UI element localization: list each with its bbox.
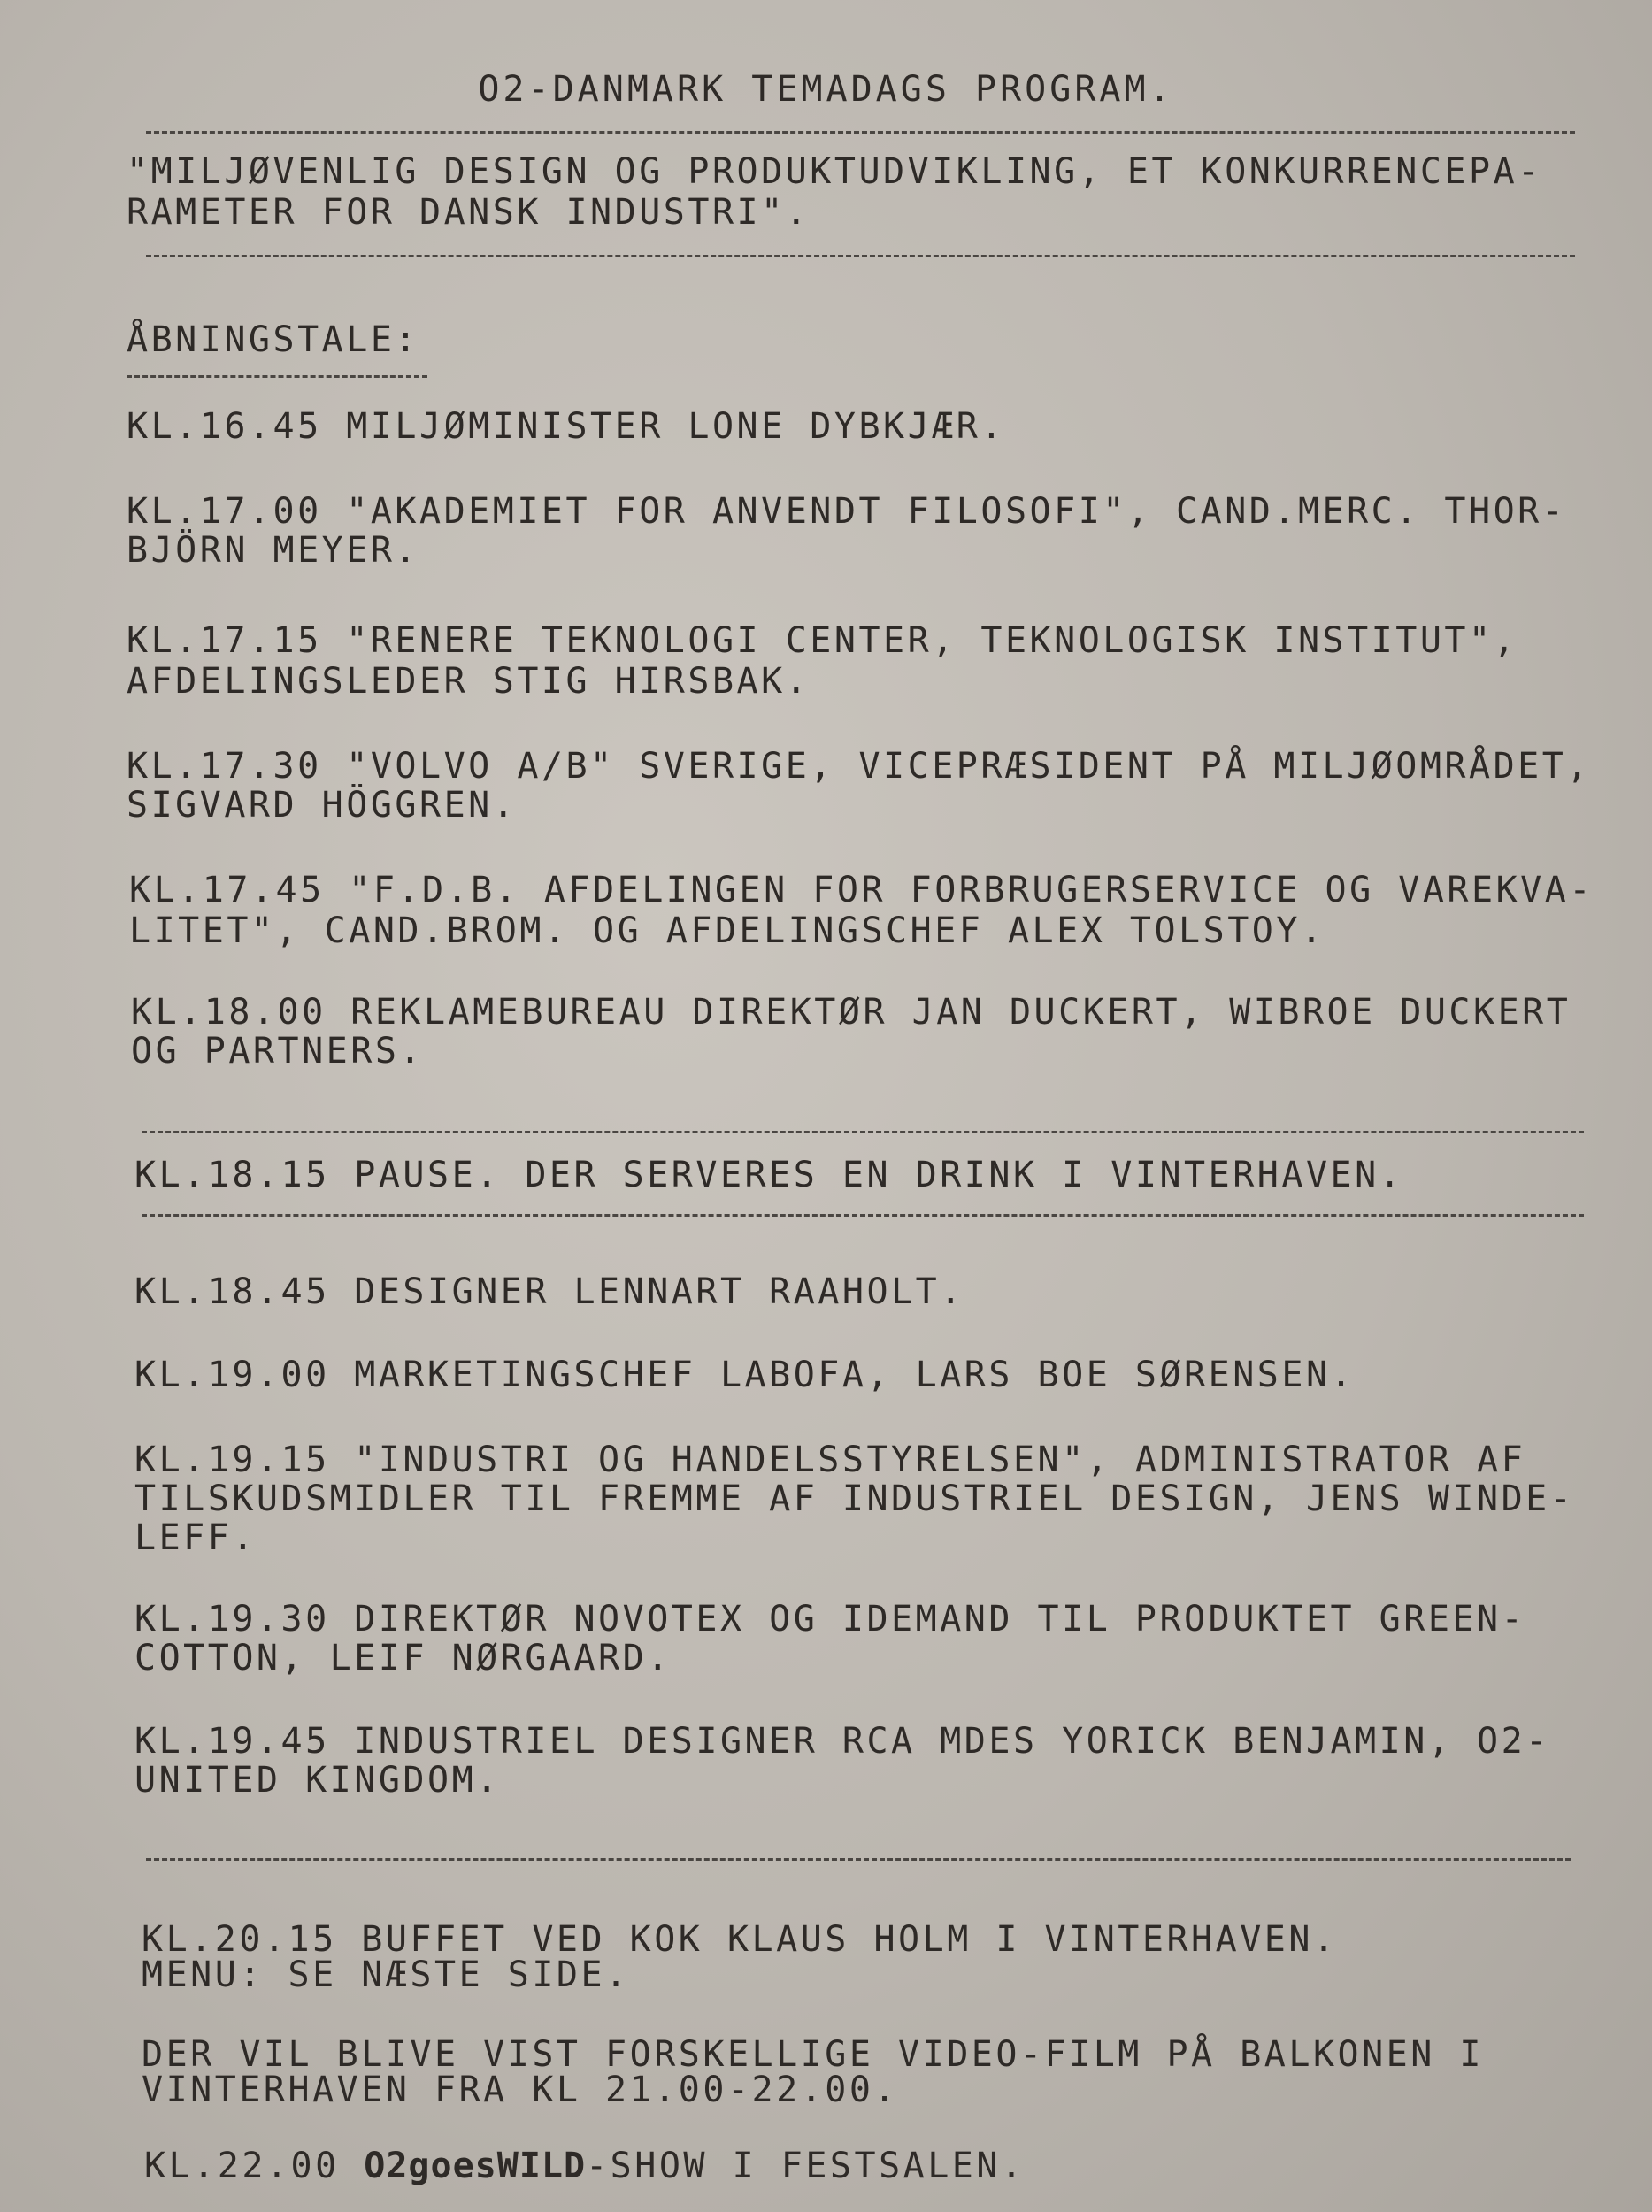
program-entry-cont: SIGVARD HÖGGREN. xyxy=(127,785,518,826)
program-entry-cont: OG PARTNERS. xyxy=(131,1031,424,1071)
program-entry: KL.19.30 DIREKTØR NOVOTEX OG IDEMAND TIL PRODUKTET GREEN- xyxy=(134,1599,1526,1640)
show-brand: O2goesWILD xyxy=(364,2146,587,2186)
heading-underline xyxy=(127,375,427,378)
program-entry: KL.19.15 "INDUSTRI OG HANDELSSTYRELSEN", ADMINISTRATOR AF xyxy=(134,1440,1526,1480)
program-entry-cont: AFDELINGSLEDER STIG HIRSBAK. xyxy=(127,661,811,702)
divider xyxy=(146,255,1575,257)
pause-line: KL.18.15 PAUSE. DER SERVERES EN DRINK I VINTERHAVEN. xyxy=(134,1155,1404,1195)
buffet-line: KL.20.15 BUFFET VED KOK KLAUS HOLM I VINTERHAVEN. xyxy=(142,1919,1338,1960)
program-entry-cont: UNITED KINGDOM. xyxy=(134,1760,501,1801)
show-text: -SHOW I FESTSALEN. xyxy=(586,2146,1026,2186)
program-entry: KL.17.15 "RENERE TEKNOLOGI CENTER, TEKNOLOGISK INSTITUT", xyxy=(127,620,1518,661)
theme-line: RAMETER FOR DANSK INDUSTRI". xyxy=(127,192,811,233)
divider xyxy=(146,1858,1571,1861)
program-entry: KL.18.00 REKLAMEBUREAU DIREKTØR JAN DUCKERT, WIBROE DUCKERT xyxy=(131,992,1571,1033)
program-entry: KL.17.00 "AKADEMIET FOR ANVENDT FILOSOFI", CAND.MERC. THOR- xyxy=(127,491,1567,532)
program-entry-cont: LEFF. xyxy=(134,1517,257,1558)
video-line: DER VIL BLIVE VIST FORSKELLIGE VIDEO-FILM PÅ BALKONEN I xyxy=(142,2034,1485,2075)
document-title: O2-DANMARK TEMADAGS PROGRAM. xyxy=(478,69,1174,110)
video-line: VINTERHAVEN FRA KL 21.00-22.00. xyxy=(142,2070,899,2110)
program-entry-cont: LITET", CAND.BROM. OG AFDELINGSCHEF ALEX TOLSTOY. xyxy=(129,910,1325,951)
divider xyxy=(146,131,1575,134)
program-entry-cont: COTTON, LEIF NØRGAARD. xyxy=(134,1638,672,1678)
theme-line: "MILJØVENLIG DESIGN OG PRODUKTUDVIKLING, ET KONKURRENCEPA- xyxy=(127,151,1542,192)
program-entry-cont: BJÖRN MEYER. xyxy=(127,530,419,571)
program-entry: KL.17.30 "VOLVO A/B" SVERIGE, VICEPRÆSIDENT PÅ MILJØOMRÅDET, xyxy=(127,746,1591,787)
program-entry: KL.19.00 MARKETINGSCHEF LABOFA, LARS BOE SØRENSEN. xyxy=(134,1355,1356,1395)
program-entry-cont: TILSKUDSMIDLER TIL FREMME AF INDUSTRIEL DESIGN, JENS WINDE- xyxy=(134,1479,1575,1519)
divider xyxy=(142,1131,1584,1133)
program-entry: KL.16.45 MILJØMINISTER LONE DYBKJÆR. xyxy=(127,406,1005,447)
opening-heading: ÅBNINGSTALE: xyxy=(127,319,419,360)
divider xyxy=(142,1214,1584,1217)
program-entry: KL.19.45 INDUSTRIEL DESIGNER RCA MDES YORICK BENJAMIN, O2- xyxy=(134,1721,1550,1762)
show-time: KL.22.00 xyxy=(144,2146,365,2186)
show-line xyxy=(144,2147,1026,2185)
program-entry: KL.17.45 "F.D.B. AFDELINGEN FOR FORBRUGERSERVICE OG VAREKVA- xyxy=(129,870,1594,910)
menu-line: MENU: SE NÆSTE SIDE. xyxy=(142,1955,630,1995)
program-entry: KL.18.45 DESIGNER LENNART RAAHOLT. xyxy=(134,1271,964,1312)
